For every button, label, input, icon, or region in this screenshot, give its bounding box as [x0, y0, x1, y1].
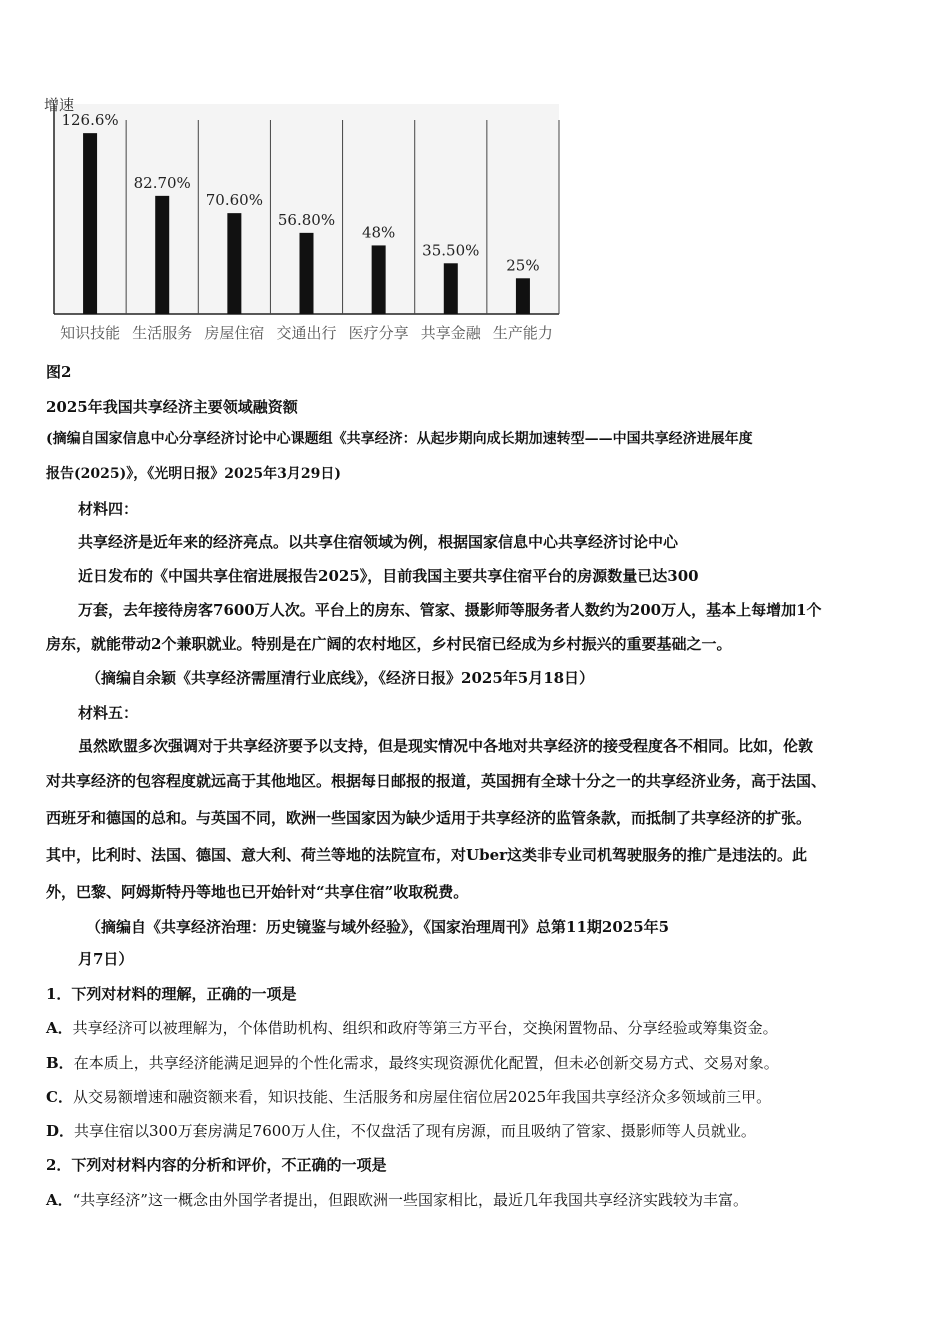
- material4-line: 房东，就能带动2个兼职就业。特别是在广阔的农村地区，乡村民宿已经成为乡村振兴的重要基础之一。: [46, 635, 732, 653]
- bar: [155, 196, 169, 314]
- source1-line1: (摘编自国家信息中心分享经济讨论中心课题组《共享经济：从起步期向成长期加速转型——中国共享经济进展年度: [46, 431, 753, 447]
- q2-option-a: A．“共享经济”这一概念由外国学者提出，但跟欧洲一些国家相比，最近几年我国共享经济实践较为丰富。: [46, 1191, 748, 1209]
- category-label: 医疗分享: [348, 324, 409, 342]
- category-label: 房屋住宿: [204, 324, 265, 342]
- material5-source: 月7日）: [78, 950, 134, 968]
- bar: [300, 233, 314, 314]
- data-label: 25%: [506, 256, 540, 275]
- figure-title: 2025年我国共享经济主要领域融资额: [46, 398, 298, 416]
- material4-line: 共享经济是近年来的经济亮点。以共享住宿领域为例，根据国家信息中心共享经济讨论中心: [78, 533, 679, 551]
- category-label: 共享金融: [420, 324, 481, 342]
- bar: [372, 245, 386, 314]
- material4-source: （摘编自余颖《共享经济需厘清行业底线》，《经济日报》2025年5月18日）: [86, 669, 595, 687]
- category-label: 生产能力: [492, 324, 553, 342]
- q1-option-d: D．共享住宿以300万套房满足7600万人住，不仅盘活了现有房源，而且吸纳了管家、摄影师等人员就业。: [46, 1122, 756, 1140]
- data-label: 35.50%: [422, 241, 480, 260]
- material4-line: 近日发布的《中国共享住宿进展报告2025》，目前我国主要共享住宿平台的房源数量已达300: [78, 567, 699, 585]
- material5-source: （摘编自《共享经济治理：历史镜鉴与域外经验》，《国家治理周刊》总第11期2025年5: [86, 918, 670, 936]
- category-label: 知识技能: [60, 324, 121, 342]
- data-label: 126.6%: [61, 111, 119, 130]
- y-axis-label: 增速: [44, 96, 75, 114]
- material5-line: 虽然欧盟多次强调对于共享经济要予以支持，但是现实情况中各地对共享经济的接受程度各不相同。比如，伦敦: [78, 737, 814, 755]
- q1-option-a: A．共享经济可以被理解为，个体借助机构、组织和政府等第三方平台，交换闲置物品、分享经验或筹集资金。: [46, 1019, 778, 1037]
- material5-line: 对共享经济的包容程度就远高于其他地区。根据每日邮报的报道，英国拥有全球十分之一的共享经济业务，高于法国、: [46, 772, 827, 790]
- q1-option-c: C．从交易额增速和融资额来看，知识技能、生活服务和房屋住宿位居2025年我国共享经济众多领域前三甲。: [46, 1088, 772, 1106]
- bar: [516, 278, 530, 314]
- category-label: 生活服务: [132, 324, 193, 342]
- data-label: 82.70%: [133, 173, 191, 192]
- data-label: 70.60%: [205, 191, 263, 210]
- figure-number: 图2: [46, 363, 72, 381]
- data-label: 48%: [361, 223, 396, 242]
- data-label: 56.80%: [277, 210, 336, 229]
- material5-label: 材料五：: [78, 704, 139, 722]
- q2-stem: 2．下列对材料内容的分析和评价，不正确的一项是: [46, 1156, 387, 1174]
- q1-option-b: B．在本质上，共享经济能满足迥异的个性化需求，最终实现资源优化配置，但未必创新交易方式、交易对象。: [46, 1054, 779, 1072]
- category-label: 交通出行: [276, 324, 337, 342]
- bar: [444, 263, 458, 314]
- material4-line: 万套，去年接待房客7600万人次。平台上的房东、管家、摄影师等服务者人数约为200万人，基本上每增加1个: [78, 601, 822, 619]
- material5-line: 其中，比利时、法国、德国、意大利、荷兰等地的法院宣布，对Uber这类非专业司机驾驶服务的推广是违法的。此: [46, 846, 808, 864]
- q1-stem: 1．下列对材料的理解，正确的一项是: [46, 985, 297, 1003]
- source1-line2: 报告(2025)》，《光明日报》2025年3月29日): [46, 466, 342, 482]
- material5-line: 外，巴黎、阿姆斯特丹等地也已开始针对“共享住宿”收取税费。: [46, 883, 469, 901]
- bar: [83, 133, 97, 314]
- growth-bar-chart: [44, 96, 564, 346]
- bar: [227, 213, 241, 314]
- material5-line: 西班牙和德国的总和。与英国不同，欧洲一些国家因为缺少适用于共享经济的监管条款，而抵制了共享经济的扩张。: [46, 809, 812, 827]
- material4-label: 材料四：: [78, 500, 139, 518]
